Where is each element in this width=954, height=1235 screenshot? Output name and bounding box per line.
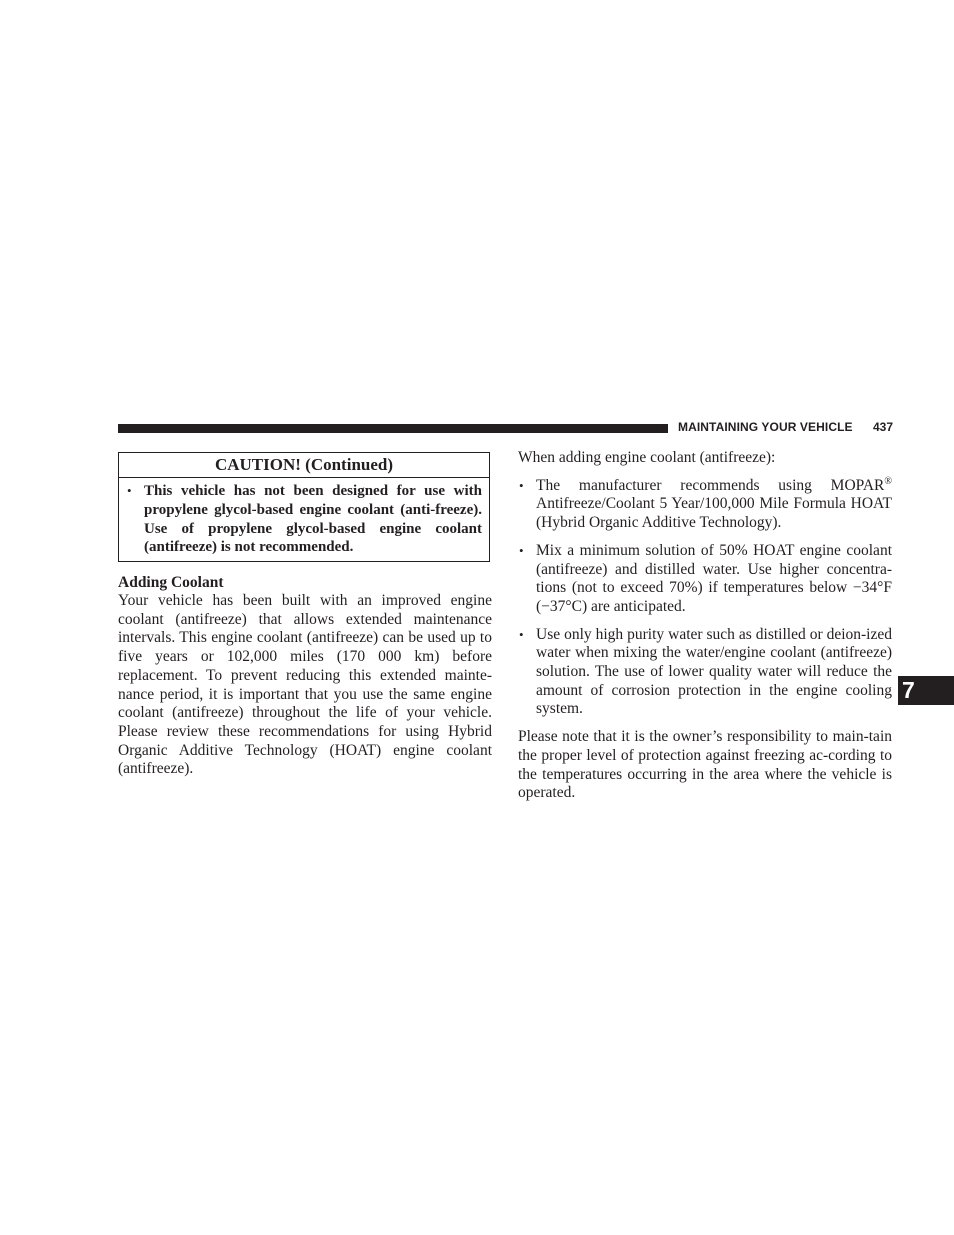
left-column [118, 573, 492, 779]
bullet-icon: • [519, 542, 524, 558]
list-item [518, 477, 892, 533]
caution-item-text: This vehicle has not been designed for use with propylene glycol-based engine coolant (anti-freeze). Use of propylene glycol-based engine coolant (antifreeze) is not recommended. [144, 483, 482, 556]
chapter-tab: 7 [898, 676, 954, 705]
caution-box [118, 452, 490, 562]
list-item [518, 626, 892, 720]
running-header-title: MAINTAINING YOUR VEHICLE [678, 420, 853, 434]
bullet-icon: • [519, 626, 524, 642]
caution-item [127, 482, 482, 557]
registered-mark: ® [884, 475, 892, 487]
caution-title: CAUTION! (Continued) [119, 453, 489, 478]
bullet-icon: • [519, 477, 524, 493]
page-number: 437 [872, 420, 893, 434]
bullet-icon: • [127, 483, 132, 498]
list-item-text-cont: Antifreeze/Coolant 5 Year/100,000 Mile Formula HOAT (Hybrid Organic Additive Technology). [536, 495, 892, 532]
list-item [518, 542, 892, 617]
list-item-text: Mix a minimum solution of 50% HOAT engine coolant (antifreeze) and distilled water. Use higher concentra-tions (not to exceed 70%) if temperatures below −34°F (−37°C) are anticipated. [536, 541, 892, 615]
section-body: Your vehicle has been built with an improved engine coolant (antifreeze) that allows extended maintenance intervals. This engine coolant (antifreeze) can be used up to five years or 102,000 miles (170 000 km) before replacement. To prevent reducing this extended mainte-nance period, it is important that you use the same engine coolant (antifreeze) throughout the life of your vehicle. Please review these recommendations for using Hybrid Organic Additive Technology (HOAT) engine coolant (antifreeze). [118, 592, 492, 778]
list-item-text: Use only high purity water such as distilled or deion-ized water when mixing the water/engine coolant (antifreeze) solution. The use of lower quality water will reduce the amount of corrosion protection in the engine cooling system. [536, 625, 892, 718]
header-rule [118, 424, 668, 433]
right-column [518, 449, 892, 803]
list-item-text: The manufacturer recommends using MOPAR [536, 476, 885, 494]
list-intro: When adding engine coolant (antifreeze): [518, 449, 776, 466]
closing-paragraph: Please note that it is the owner’s responsibility to main-tain the proper level of protection against freezing ac-cording to the temperatures occurring in the area where the vehicle is operated. [518, 728, 892, 802]
section-heading: Adding Coolant [118, 574, 224, 591]
